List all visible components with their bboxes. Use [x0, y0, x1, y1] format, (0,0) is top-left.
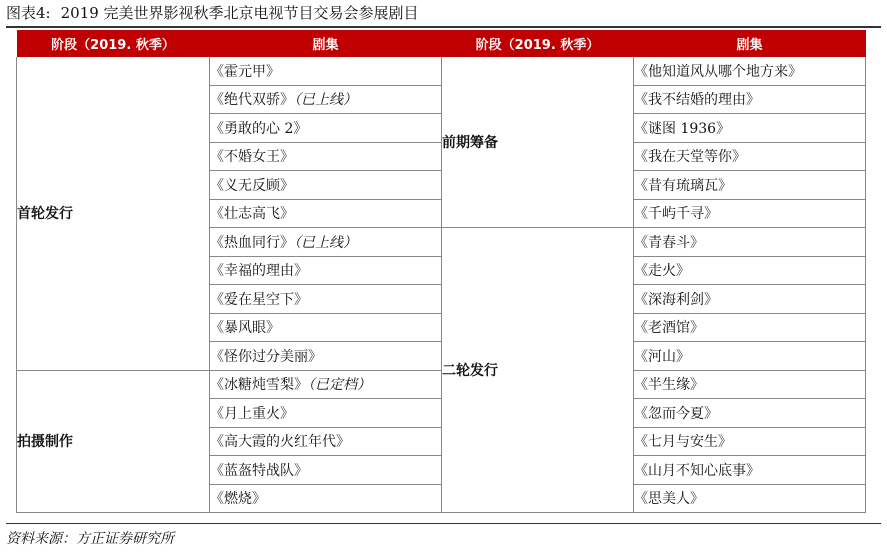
drama-cell: 《谜图 1936》: [634, 114, 866, 143]
drama-cell: 《思美人》: [634, 484, 866, 513]
drama-cell: 《月上重火》: [210, 399, 442, 428]
figure-label: 图表4:: [6, 4, 51, 22]
drama-cell: 《爱在星空下》: [210, 285, 442, 314]
header-drama-left: 剧集: [210, 30, 442, 57]
table-row: [17, 57, 866, 85]
drama-cell: 《高大霞的火红年代》: [210, 427, 442, 456]
table-row: [17, 370, 866, 399]
drama-table: [16, 30, 866, 513]
header-stage-right: 阶段（2019. 秋季）: [442, 30, 634, 57]
drama-cell: 《热血同行》（已上线）: [210, 228, 442, 257]
drama-cell: 《燃烧》: [210, 484, 442, 513]
stage-label-second-release: 二轮发行: [442, 228, 634, 513]
header-stage-left: 阶段（2019. 秋季）: [17, 30, 210, 57]
title-divider: [6, 26, 881, 28]
figure-title-text: 2019 完美世界影视秋季北京电视节目交易会参展剧目: [60, 4, 419, 22]
drama-cell: 《山月不知心底事》: [634, 456, 866, 485]
drama-cell: 《勇敢的心 2》: [210, 114, 442, 143]
drama-cell: 《绝代双骄》（已上线）: [210, 85, 442, 114]
drama-cell: 《走火》: [634, 256, 866, 285]
drama-cell: 《蓝盔特战队》: [210, 456, 442, 485]
drama-cell: 《河山》: [634, 342, 866, 371]
drama-cell: 《幸福的理由》: [210, 256, 442, 285]
drama-cell: 《深海利剑》: [634, 285, 866, 314]
drama-cell: 《怪你过分美丽》: [210, 342, 442, 371]
drama-cell: 《我不结婚的理由》: [634, 85, 866, 114]
drama-cell: 《青春斗》: [634, 228, 866, 257]
source-note: 资料来源：方正证券研究所: [6, 531, 174, 547]
drama-cell: 《壮志高飞》: [210, 199, 442, 228]
drama-cell: 《霍元甲》: [210, 57, 442, 85]
drama-cell: 《不婚女王》: [210, 142, 442, 171]
figure-title: [6, 3, 419, 23]
source-divider: [6, 523, 881, 524]
drama-cell: 《我在天堂等你》: [634, 142, 866, 171]
drama-cell: 《暴风眼》: [210, 313, 442, 342]
drama-cell: 《半生缘》: [634, 370, 866, 399]
header-drama-right: 剧集: [634, 30, 866, 57]
drama-cell: 《他知道风从哪个地方来》: [634, 57, 866, 85]
drama-cell: 《昔有琉璃瓦》: [634, 171, 866, 200]
stage-label-first-release: 首轮发行: [17, 57, 210, 370]
drama-cell: 《老酒馆》: [634, 313, 866, 342]
drama-cell: 《千屿千寻》: [634, 199, 866, 228]
drama-cell: 《冰糖炖雪梨》（已定档）: [210, 370, 442, 399]
drama-cell: 《忽而今夏》: [634, 399, 866, 428]
drama-cell: 《义无反顾》: [210, 171, 442, 200]
stage-label-in-production: 拍摄制作: [17, 370, 210, 513]
stage-label-preproduction: 前期筹备: [442, 57, 634, 228]
drama-cell: 《七月与安生》: [634, 427, 866, 456]
table-header-row: [17, 30, 866, 57]
